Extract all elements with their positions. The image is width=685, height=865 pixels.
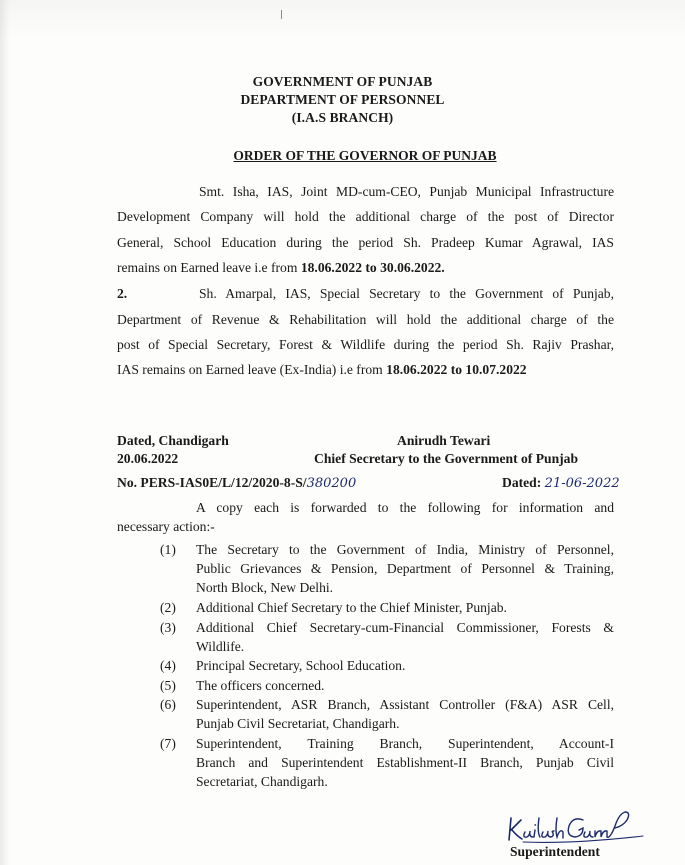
para1-line bbox=[199, 184, 614, 200]
scan-shading bbox=[0, 0, 685, 40]
list-item-line: Punjab Civil Secretariat, Chandigarh. bbox=[196, 716, 400, 731]
list-item-line: Additional Chief Secretary to the Chief Minister, Punjab. bbox=[196, 600, 507, 615]
para2-last-line bbox=[117, 362, 614, 378]
list-item-number: (5) bbox=[160, 678, 176, 693]
list-item-number: (6) bbox=[160, 697, 176, 712]
para2-number: 2. bbox=[117, 286, 128, 301]
endorsement-prefix: No. PERS-IAS0E/L/12/2020-8-S/ bbox=[117, 475, 307, 490]
list-item-line: Superintendent, ASR Branch, Assistant Controller (F&A) ASR Cell, bbox=[196, 697, 614, 712]
endorsement-number bbox=[117, 475, 356, 491]
para2-dates: 18.06.2022 to 10.07.2022 bbox=[386, 362, 527, 377]
para2-line: post of Special Secretary, Forest & Wildlife during the period Sh. Rajiv Prashar, bbox=[117, 337, 614, 352]
list-item-number: (4) bbox=[160, 658, 176, 673]
list-item-line: Additional Chief Secretary-cum-Financial Commissioner, Forests & bbox=[196, 620, 614, 635]
para2-line bbox=[199, 286, 614, 302]
signatory-title: Chief Secretary to the Government of Punjab bbox=[314, 451, 579, 466]
handwritten-date: 21-06-2022 bbox=[544, 476, 620, 491]
para1-text: Smt. Isha, IAS, Joint MD-cum-CEO, Punjab Municipal Infrastructure bbox=[199, 184, 614, 199]
para1-line: Development Company will hold the additional charge of the post of Director bbox=[117, 209, 614, 224]
copy-intro-line2: necessary action:- bbox=[117, 519, 215, 534]
header-government: GOVERNMENT OF PUNJAB bbox=[252, 74, 433, 89]
list-item-line: Principal Secretary, School Education. bbox=[196, 658, 406, 673]
para1-last-text: remains on Earned leave i.e from bbox=[117, 260, 301, 275]
page-edge bbox=[0, 0, 10, 865]
endorsement-date bbox=[502, 475, 620, 491]
para2-text: Sh. Amarpal, IAS, Special Secretary to the Government of Punjab, bbox=[199, 286, 614, 301]
dated-label: Dated: bbox=[502, 475, 542, 490]
para1-line: General, School Education during the period Sh. Pradeep Kumar Agrawal, IAS bbox=[117, 235, 614, 250]
order-title: ORDER OF THE GOVERNOR OF PUNJAB bbox=[233, 148, 497, 163]
copy-intro-line bbox=[196, 500, 614, 516]
para2-line: Department of Revenue & Rehabilitation will hold the additional charge of the bbox=[117, 312, 614, 327]
list-item-line: North Block, New Delhi. bbox=[196, 580, 334, 595]
para2-last-text: IAS remains on Earned leave (Ex-India) i.e from bbox=[117, 362, 387, 377]
list-item-line: Branch and Superintendent Establishment-II Branch, Punjab Civil bbox=[196, 755, 614, 770]
list-item-number: (2) bbox=[160, 600, 176, 615]
list-item-number: (7) bbox=[160, 736, 176, 751]
list-item-line: Superintendent, Training Branch, Superintendent, Account-I bbox=[196, 736, 614, 751]
closing-title: Superintendent bbox=[510, 844, 600, 859]
list-item-line: The officers concerned. bbox=[196, 678, 325, 693]
list-item-line: Wildlife. bbox=[196, 639, 245, 654]
dated-date: 20.06.2022 bbox=[117, 451, 179, 466]
para1-last-line bbox=[117, 260, 614, 276]
list-item-number: (1) bbox=[160, 542, 176, 557]
copy-intro-text: A copy each is forwarded to the following for information and bbox=[196, 500, 614, 515]
endorsement-handwritten-number: 380200 bbox=[306, 476, 357, 491]
list-item-line: Public Grievances & Pension, Department of Personnel & Training, bbox=[196, 561, 614, 576]
para1-dates: 18.06.2022 to 30.06.2022. bbox=[300, 260, 445, 275]
list-item-number: (3) bbox=[160, 620, 176, 635]
signatory-name: Anirudh Tewari bbox=[397, 433, 491, 448]
list-item-line: Secretariat, Chandigarh. bbox=[196, 774, 328, 789]
header-branch: (I.A.S BRANCH) bbox=[291, 110, 394, 125]
scan-mark bbox=[281, 10, 282, 19]
list-item-line: The Secretary to the Government of India, Ministry of Personnel, bbox=[196, 542, 614, 557]
header-department: DEPARTMENT OF PERSONNEL bbox=[240, 92, 445, 107]
dated-place: Dated, Chandigarh bbox=[117, 433, 229, 448]
